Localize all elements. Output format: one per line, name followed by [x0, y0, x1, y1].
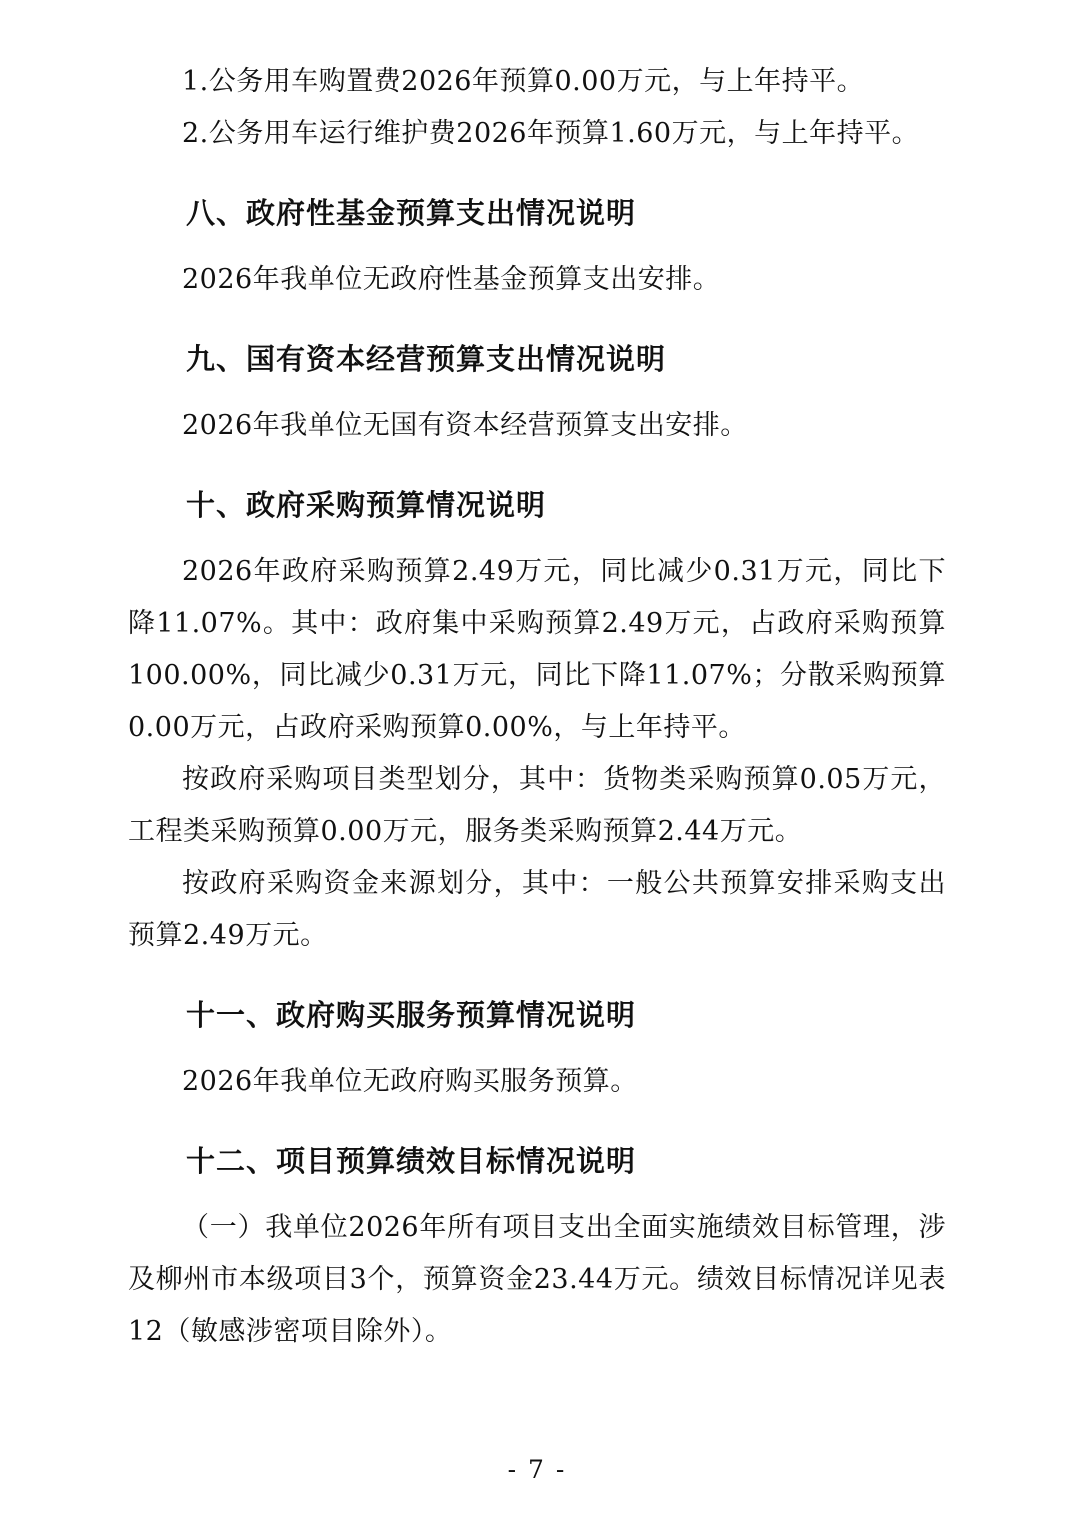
section-heading-8: 八、政府性基金预算支出情况说明 [186, 196, 637, 230]
section-heading-9: 九、国有资本经营预算支出情况说明 [186, 342, 667, 376]
spacer [128, 962, 946, 970]
paragraph: 按政府采购资金来源划分，其中：一般公共预算安排采购支出预算2.49万元。 [128, 868, 946, 951]
section-heading-11: 十一、政府购买服务预算情况说明 [186, 998, 637, 1032]
paragraph: 2026年我单位无政府购买服务预算。 [182, 1066, 638, 1097]
page-number: - 7 - [507, 1455, 567, 1484]
section-heading-10: 十、政府采购预算情况说明 [186, 488, 547, 522]
paragraph: 2026年我单位无国有资本经营预算支出安排。 [182, 410, 748, 441]
paragraph: 按政府采购项目类型划分，其中：货物类采购预算0.05万元，工程类采购预算0.00万元，服务类采购预算2.44万元。 [128, 764, 946, 847]
spacer [128, 306, 946, 314]
paragraph-group [128, 546, 946, 962]
list-item: 2.公务用车运行维护费2026年预算1.60万元，与上年持平。 [182, 118, 920, 149]
spacer [128, 1108, 946, 1116]
paragraph: 2026年政府采购预算2.49万元，同比减少0.31万元，同比下降11.07%。其中：政府集中采购预算2.49万元，占政府采购预算100.00%，同比减少0.31万元，同比下降11.07%；分散采购预算0.00万元，占政府采购预算0.00%，与上年持平。 [128, 556, 946, 743]
list-item: 1.公务用车购置费2026年预算0.00万元，与上年持平。 [182, 66, 865, 97]
paragraph: 2026年我单位无政府性基金预算支出安排。 [182, 264, 721, 295]
spacer [128, 160, 946, 168]
paragraph: （一）我单位2026年所有项目支出全面实施绩效目标管理，涉及柳州市本级项目3个，预算资金23.44万元。绩效目标情况详见表12（敏感涉密项目除外）。 [128, 1212, 946, 1347]
spacer [128, 452, 946, 460]
section-heading-12: 十二、项目预算绩效目标情况说明 [186, 1144, 637, 1178]
